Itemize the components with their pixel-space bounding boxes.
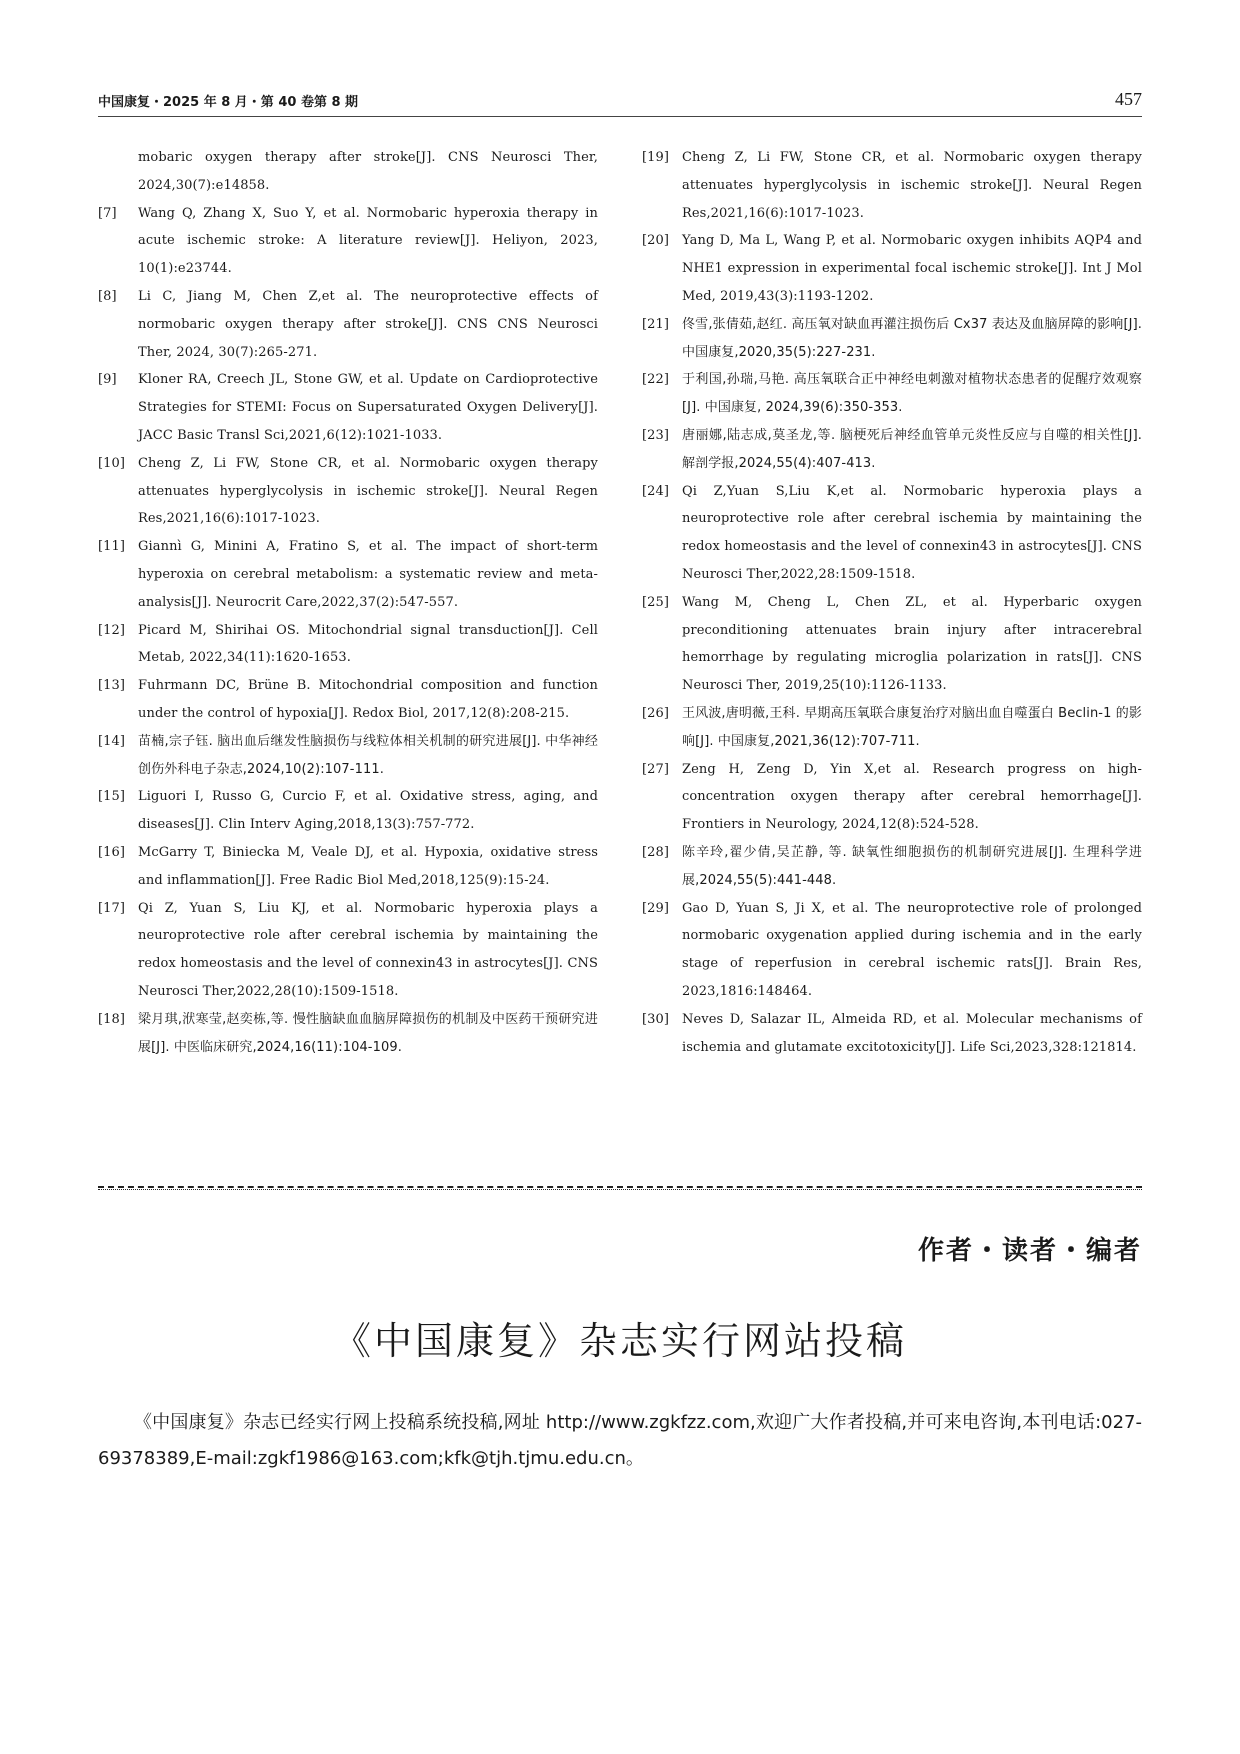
- reference-number: [10]: [98, 455, 126, 471]
- reference-number: [11]: [98, 539, 126, 555]
- reference-text: Wang Q, Zhang X, Suo Y, et al. Normobaric hyperoxia therapy in acute ischemic stroke: A literature review[J]. Heliyon, 2023, 10(1):e23744.: [138, 205, 598, 277]
- reference-item: [642, 589, 1142, 700]
- reference-text: 佟雪,张倩茹,赵红. 高压氧对缺血再灌注损伤后 Cx37 表达及血脑屏障的影响[J]. 中国康复,2020,35(5):227-231.: [682, 316, 1142, 360]
- reference-number: [29]: [642, 900, 670, 916]
- reference-item: [642, 478, 1142, 589]
- reference-item: [98, 839, 598, 895]
- reference-item: [98, 783, 598, 839]
- reference-number: [24]: [642, 483, 670, 499]
- running-header: [98, 88, 1142, 117]
- reference-text: Neves D, Salazar IL, Almeida RD, et al. Molecular mechanisms of ischemia and glutamate excitotoxicity[J]. Life Sci,2023,328:121814.: [682, 1011, 1142, 1055]
- reference-item: [642, 366, 1142, 422]
- reference-number: [15]: [98, 789, 126, 805]
- section-label: 作者・读者・编者: [917, 1236, 1142, 1266]
- reference-number: [23]: [642, 427, 670, 443]
- reference-item: [642, 700, 1142, 756]
- reference-number: [7]: [98, 205, 117, 221]
- reference-text: Cheng Z, Li FW, Stone CR, et al. Normobaric oxygen therapy attenuates hyperglycolysis in ischemic stroke[J]. Neural Regen Res,2021,16(6):1017-1023.: [682, 150, 1142, 221]
- reference-number: [20]: [642, 233, 670, 249]
- reference-text: 苗楠,宗子钰. 脑出血后继发性脑损伤与线粒体相关机制的研究进展[J]. 中华神经创伤外科电子杂志,2024,10(2):107-111.: [138, 733, 598, 777]
- reference-number: [26]: [642, 705, 670, 721]
- reference-item: [642, 839, 1142, 895]
- reference-item: [642, 756, 1142, 839]
- reference-item: [642, 144, 1142, 227]
- reference-item: [98, 200, 598, 283]
- reference-number: [12]: [98, 622, 126, 638]
- reference-item: [642, 311, 1142, 367]
- reference-item: [98, 895, 598, 1006]
- reference-text: Giannì G, Minini A, Fratino S, et al. The impact of short-term hyperoxia on cerebral metabolism: a systematic review and meta-analysis[J]. Neurocrit Care,2022,37(2):547-557.: [138, 539, 598, 610]
- reference-text: Yang D, Ma L, Wang P, et al. Normobaric oxygen inhibits AQP4 and NHE1 expression in experimental focal ischemic stroke[J]. Int J Mol Med, 2019,43(3):1193-1202.: [682, 233, 1142, 304]
- reference-columns: [98, 144, 1142, 1061]
- reference-list-right: [642, 144, 1142, 1061]
- reference-number: [30]: [642, 1011, 670, 1027]
- reference-number: [9]: [98, 372, 117, 388]
- reference-number: [18]: [98, 1011, 126, 1027]
- notice-title: 《中国康复》杂志实行网站投稿: [332, 1319, 907, 1363]
- reference-item: [642, 227, 1142, 310]
- reference-text: Zeng H, Zeng D, Yin X,et al. Research progress on high-concentration oxygen therapy after cerebral hemorrhage[J]. Frontiers in Neurology, 2024,12(8):524-528.: [682, 761, 1142, 833]
- reference-item: [642, 422, 1142, 478]
- reference-number: [17]: [98, 900, 126, 916]
- reference-number: [21]: [642, 316, 670, 332]
- reference-text: Picard M, Shirihai OS. Mitochondrial signal transduction[J]. Cell Metab, 2022,34(11):1620-1653.: [138, 622, 598, 666]
- reference-item: [98, 283, 598, 366]
- reference-text: Li C, Jiang M, Chen Z,et al. The neuroprotective effects of normobaric oxygen therapy after stroke[J]. CNS CNS Neurosci Ther, 2024, 30(7):265-271.: [138, 288, 598, 360]
- journal-info: 中国康复・2025 年 8 月・第 40 卷第 8 期: [98, 95, 359, 110]
- reference-number: [8]: [98, 288, 117, 304]
- reference-item: [98, 366, 598, 449]
- reference-item: [642, 1006, 1142, 1062]
- reference-number: [28]: [642, 844, 670, 860]
- reference-number: [19]: [642, 150, 670, 165]
- page-number: 457: [1115, 89, 1142, 109]
- reference-text: 陈辛玲,翟少倩,吴芷静, 等. 缺氧性细胞损伤的机制研究进展[J]. 生理科学进展,2024,55(5):441-448.: [682, 844, 1142, 888]
- reference-item: [98, 450, 598, 533]
- reference-item: [642, 895, 1142, 1006]
- reference-text: Wang M, Cheng L, Chen ZL, et al. Hyperbaric oxygen preconditioning attenuates brain injury after intracerebral hemorrhage by regulating microglia polarization in rats[J]. CNS Neurosci Ther, 2019,25(10):1126-1133.: [682, 594, 1142, 694]
- reference-text: 梁月琪,洑寒莹,赵奕栋,等. 慢性脑缺血血脑屏障损伤的机制及中医药干预研究进展[J]. 中医临床研究,2024,16(11):104-109.: [138, 1011, 598, 1055]
- reference-text: McGarry T, Biniecka M, Veale DJ, et al. Hypoxia, oxidative stress and inflammation[J]. Free Radic Biol Med,2018,125(9):15-24.: [138, 844, 598, 888]
- reference-number: [98, 144, 138, 200]
- reference-text: Cheng Z, Li FW, Stone CR, et al. Normobaric oxygen therapy attenuates hyperglycolysis in ischemic stroke[J]. Neural Regen Res,2021,16(6):1017-1023.: [138, 455, 598, 527]
- reference-number: [13]: [98, 678, 126, 694]
- reference-item: [98, 1006, 598, 1062]
- reference-item: [98, 672, 598, 728]
- reference-list-left: [98, 144, 598, 1061]
- reference-text: 王风波,唐明薇,王科. 早期高压氧联合康复治疗对脑出血自噬蛋白 Beclin-1 的影响[J]. 中国康复,2021,36(12):707-711.: [682, 705, 1142, 749]
- reference-item: [98, 617, 598, 673]
- reference-item: [98, 533, 598, 616]
- reference-number: [25]: [642, 594, 670, 610]
- reference-text: Qi Z,Yuan S,Liu K,et al. Normobaric hyperoxia plays a neuroprotective role after cerebral ischemia by maintaining the redox homeostasis and the level of connexin43 in astrocytes[J]. CNS Neurosci Ther,2022,28:1509-1518.: [682, 483, 1142, 582]
- section-divider: [98, 1186, 1142, 1194]
- reference-text: Fuhrmann DC, Brüne B. Mitochondrial composition and function under the control of hypoxia[J]. Redox Biol, 2017,12(8):208-215.: [138, 678, 598, 721]
- reference-number: [16]: [98, 844, 126, 860]
- reference-text: Qi Z, Yuan S, Liu KJ, et al. Normobaric hyperoxia plays a neuroprotective role after cerebral ischemia by maintaining the redox homeostasis and the level of connexin43 in astrocytes[J]. CNS Neurosci Ther,2022,28(10):1509-1518.: [138, 900, 598, 999]
- reference-text: mobaric oxygen therapy after stroke[J]. CNS Neurosci Ther, 2024,30(7):e14858.: [138, 150, 598, 193]
- reference-item: [98, 144, 598, 200]
- notice-body: 《中国康复》杂志已经实行网上投稿系统投稿,网址 http://www.zgkfzz.com,欢迎广大作者投稿,并可来电咨询,本刊电话:027-69378389,E-mail:zgkf1986@163.com;kfk@tjh.tjmu.edu.cn。: [98, 1412, 1142, 1469]
- reference-number: [22]: [642, 372, 670, 388]
- reference-text: Gao D, Yuan S, Ji X, et al. The neuroprotective role of prolonged normobaric oxygenation applied during ischemia and in the early stage of reperfusion in cerebral ischemic rats[J]. Brain Res, 2023,1816:148464.: [682, 900, 1142, 999]
- reference-text: 于利国,孙瑞,马艳. 高压氧联合正中神经电刺激对植物状态患者的促醒疗效观察[J]. 中国康复, 2024,39(6):350-353.: [682, 372, 1142, 416]
- reference-number: [27]: [642, 761, 670, 777]
- reference-text: 唐丽娜,陆志成,莫圣龙,等. 脑梗死后神经血管单元炎性反应与自噬的相关性[J]. 解剖学报,2024,55(4):407-413.: [682, 427, 1142, 471]
- reference-text: Liguori I, Russo G, Curcio F, et al. Oxidative stress, aging, and diseases[J]. Clin Interv Aging,2018,13(3):757-772.: [138, 789, 598, 833]
- reference-item: [98, 728, 598, 784]
- reference-text: Kloner RA, Creech JL, Stone GW, et al. Update on Cardioprotective Strategies for STEMI: Focus on Supersaturated Oxygen Delivery[J]. JACC Basic Transl Sci,2021,6(12):1021-1033.: [138, 372, 598, 443]
- reference-number: [14]: [98, 733, 126, 749]
